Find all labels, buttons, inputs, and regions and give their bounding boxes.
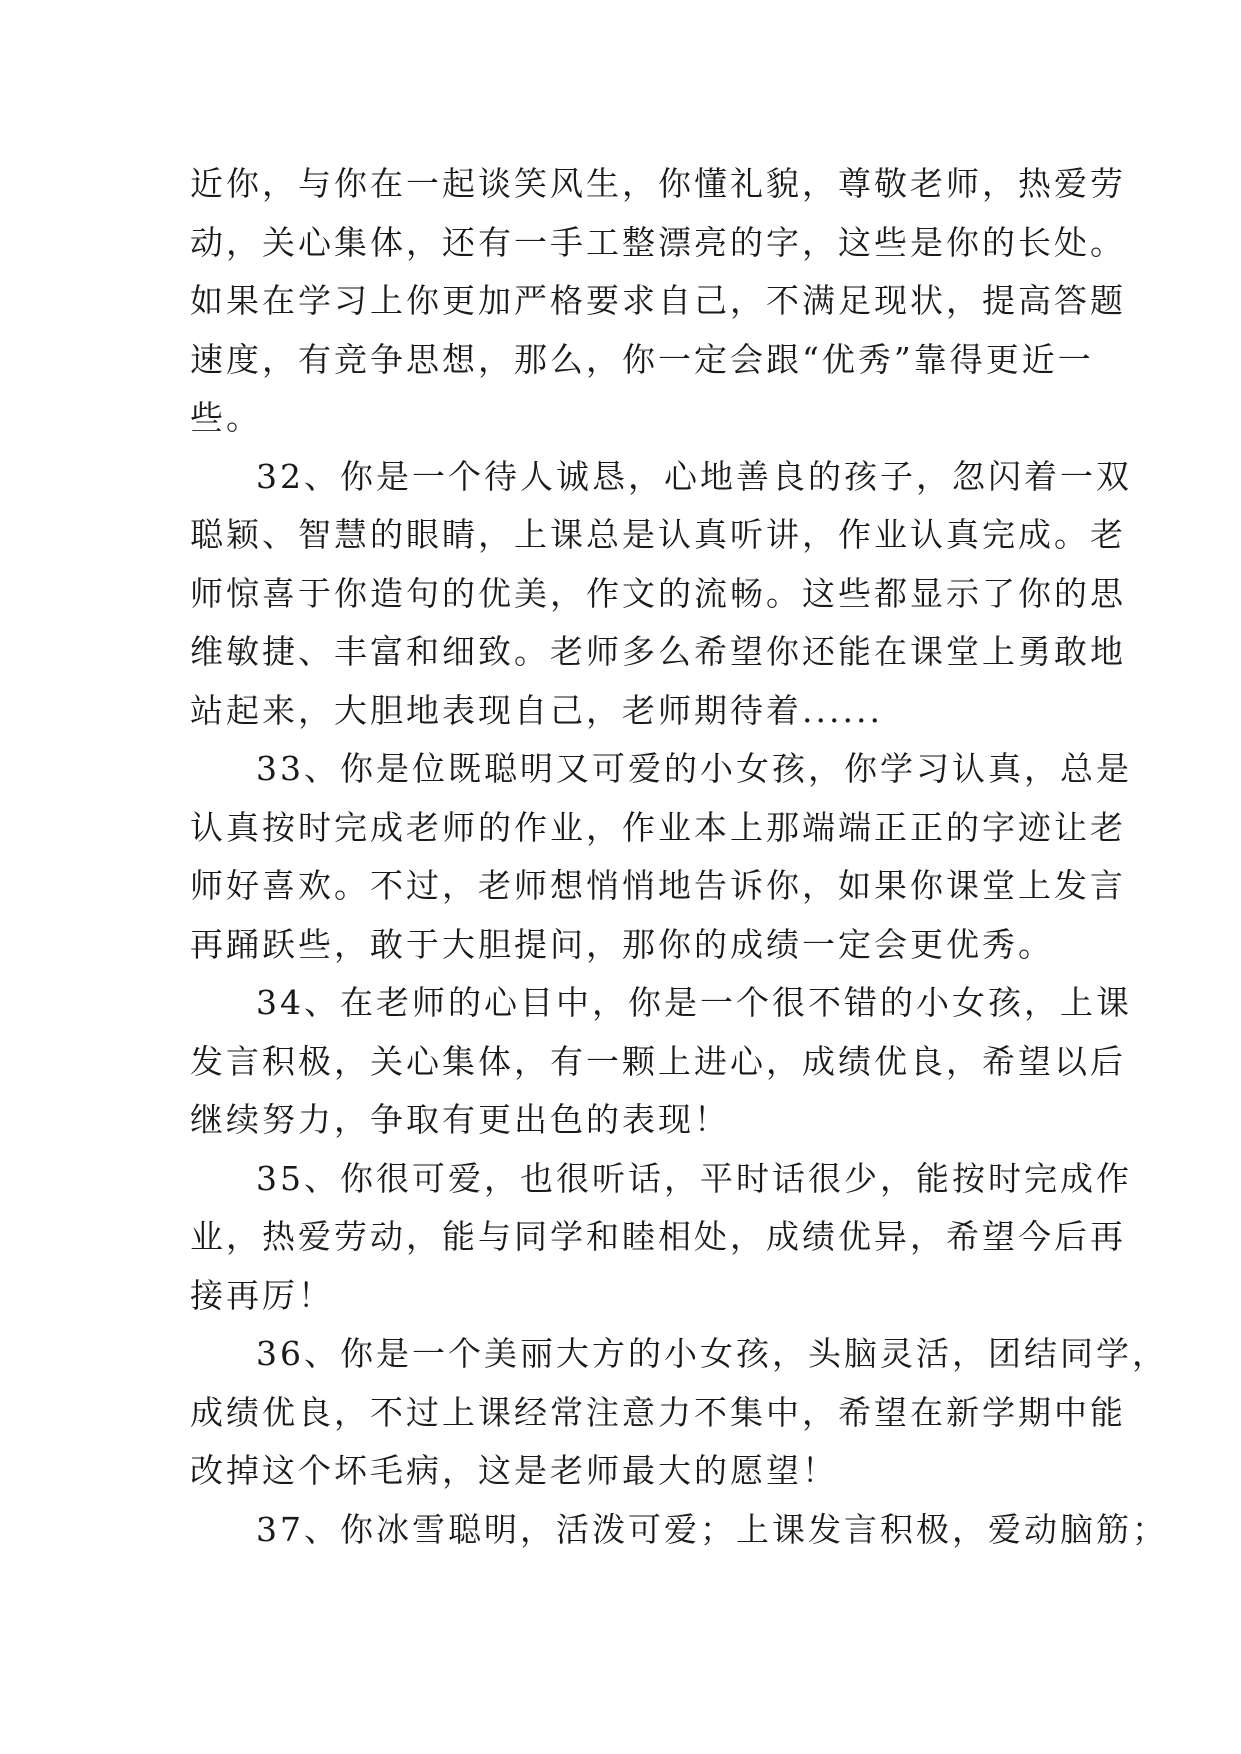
text-line: 速度，有竞争思想，那么，你一定会跟“优秀”靠得更近一 bbox=[190, 339, 1094, 379]
text-line: 发言积极，关心集体，有一颗上进心，成绩优良，希望以后 bbox=[190, 1041, 1126, 1081]
text-line: 师惊喜于你造句的优美，作文的流畅。这些都显示了你的思 bbox=[190, 573, 1126, 613]
text-line: 改掉这个坏毛病，这是老师最大的愿望！ bbox=[190, 1451, 838, 1490]
paragraph-start-35: 35、你很可爱，也很听话，平时话很少，能按时完成作 bbox=[256, 1158, 1132, 1198]
text-line: 认真按时完成老师的作业，作业本上那端端正正的字迹让老 bbox=[190, 807, 1126, 847]
text-line: 接再厉！ bbox=[190, 1275, 334, 1315]
paragraph-start-36: 36、你是一个美丽大方的小女孩，头脑灵活，团结同学， bbox=[256, 1334, 1168, 1373]
paragraph-start-34: 34、在老师的心目中，你是一个很不错的小女孩，上课 bbox=[256, 983, 1132, 1022]
text-line: 如果在学习上你更加严格要求自己，不满足现状，提高答题 bbox=[190, 281, 1126, 320]
text-line: 些。 bbox=[190, 398, 262, 437]
text-line: 动，关心集体，还有一手工整漂亮的字，这些是你的长处。 bbox=[190, 222, 1126, 262]
text-line: 业，热爱劳动，能与同学和睦相处，成绩优异，希望今后再 bbox=[190, 1217, 1126, 1256]
paragraph-start-32: 32、你是一个待人诚恳，心地善良的孩子，忽闪着一双 bbox=[256, 456, 1132, 496]
text-line: 维敏捷、丰富和细致。老师多么希望你还能在课堂上勇敢地 bbox=[190, 632, 1126, 671]
text-line: 成绩优良，不过上课经常注意力不集中，希望在新学期中能 bbox=[190, 1392, 1126, 1432]
text-line: 再踊跃些，敢于大胆提问，那你的成绩一定会更优秀。 bbox=[190, 924, 1054, 964]
document-body bbox=[190, 155, 1168, 1559]
paragraph-start-33: 33、你是位既聪明又可爱的小女孩，你学习认真，总是 bbox=[256, 749, 1132, 788]
paragraph-start-37: 37、你冰雪聪明，活泼可爱；上课发言积极，爱动脑筋； bbox=[256, 1509, 1168, 1549]
text-line: 继续努力，争取有更出色的表现！ bbox=[190, 1100, 730, 1139]
text-line: 站起来，大胆地表现自己，老师期待着...... bbox=[190, 690, 883, 730]
text-line: 近你，与你在一起谈笑风生，你懂礼貌，尊敬老师，热爱劳 bbox=[190, 164, 1126, 203]
text-line: 师好喜欢。不过，老师想悄悄地告诉你，如果你课堂上发言 bbox=[190, 866, 1126, 905]
text-line: 聪颖、智慧的眼睛，上课总是认真听讲，作业认真完成。老 bbox=[190, 515, 1126, 554]
